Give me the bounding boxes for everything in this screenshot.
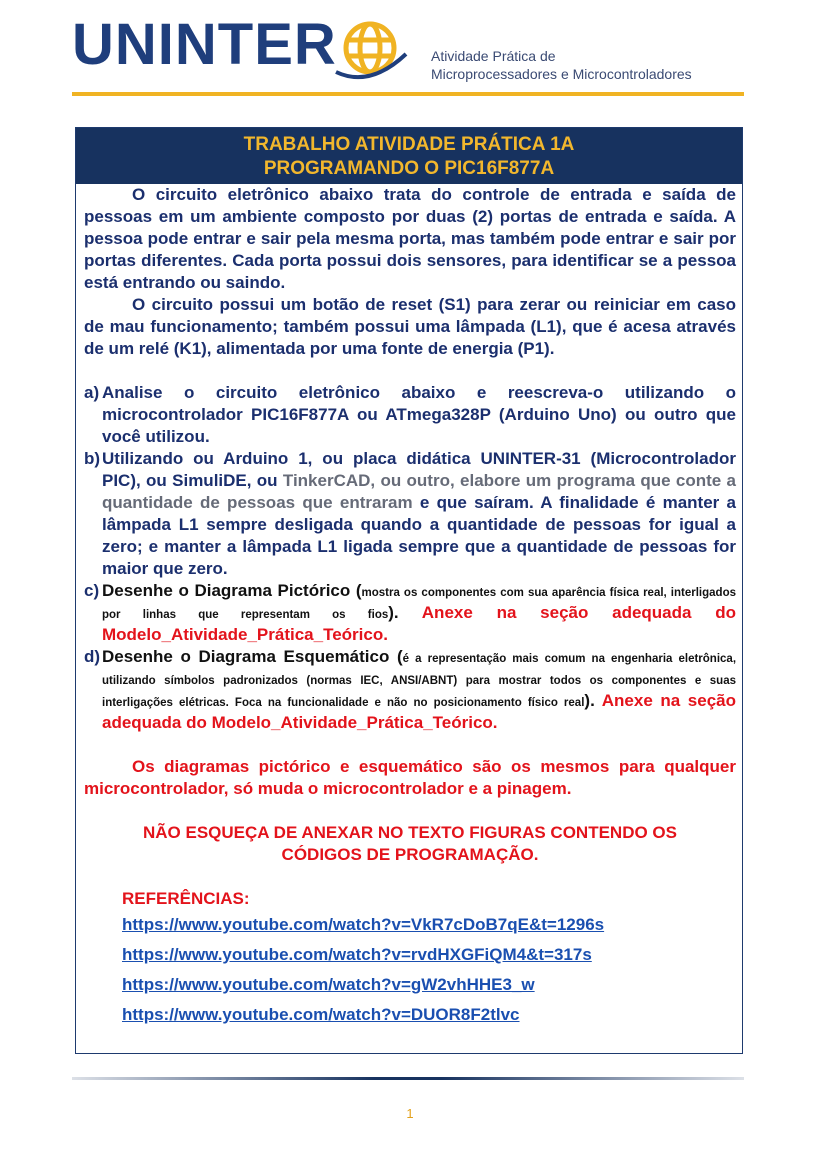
intro-paragraph-2: O circuito possui um botão de reset (S1) para zerar ou reiniciar em caso de mau funcionamento; também possui uma lâmpada (L1), que é acesa através de um relé (K1), alimentada por uma fonte de energia (P1). (84, 295, 736, 358)
header-subtitle-line2: Microprocessadores e Microcontroladores (431, 66, 692, 82)
reference-link-4[interactable]: https://www.youtube.com/watch?v=DUOR8F2tlvc (122, 1005, 520, 1024)
item-c-close: ). (388, 603, 399, 622)
item-a-text: Analise o circuito eletrônico abaixo e reescreva-o utilizando o microcontrolador PIC16F877A ou ATmega328P (Arduino Uno) ou outro que você utilizou. (102, 383, 736, 446)
item-c-annex: Anexe na seção adequada do Modelo_Atividade_Prática_Teórico. (102, 603, 737, 644)
item-d-annex: Anexe na seção adequada do Modelo_Atividade_Prática_Teórico. (102, 691, 737, 732)
diagrams-note: Os diagramas pictórico e esquemático são os mesmos para qualquer microcontrolador, só muda o microcontrolador e a pinagem. (84, 757, 736, 798)
activity-content (84, 184, 736, 1030)
reference-link-1[interactable]: https://www.youtube.com/watch?v=VkR7cDoB7qE&t=1296s (122, 915, 605, 934)
header-subtitle (431, 47, 692, 83)
item-d-heading: Desenhe o Diagrama Esquemático ( (102, 647, 403, 666)
header-subtitle-line1: Atividade Prática de (431, 48, 556, 64)
references-title: REFERÊNCIAS: (122, 889, 250, 908)
intro-paragraph-1: O circuito eletrônico abaixo trata do controle de entrada e saída de pessoas em um ambiente composto por duas (2) portas de entrada e saída. A pessoa pode entrar e sair pela mesma porta, mas também pode entrar e sair por portas diferentes. Cada porta possui dois sensores, para identificar se a pessoa está entrando ou saindo. (84, 185, 736, 292)
item-c-marker: c) (84, 581, 100, 600)
globe-logo-icon (330, 10, 410, 90)
item-d-note: é a representação mais comum na engenharia eletrônica, utilizando símbolos padronizados (normas IEC, ANSI/ABNT) para mostrar todos os componentes e suas interligações elétricas. Foca na funcionalidade e não no posicionamento físico real (102, 653, 737, 709)
item-b-text-part2: e que saíram. A finalidade é manter a lâmpada L1 sempre desligada quando a quantidade de pessoas for igual a zero; e manter a lâmpada L1 ligada sempre que a quantidade de pessoas for maior que zero. (102, 493, 736, 578)
warning-line2: CÓDIGOS DE PROGRAMAÇÃO. (281, 845, 539, 864)
warning-line1: NÃO ESQUEÇA DE ANEXAR NO TEXTO FIGURAS CONTENDO OS (143, 823, 677, 842)
item-a (84, 382, 736, 448)
item-b-text-gray: TinkerCAD, ou outro, elabore um programa que conte a quantidade de pessoas que entraram (102, 471, 736, 512)
header-divider (72, 92, 744, 96)
activity-frame (75, 127, 743, 1054)
item-b (84, 448, 736, 580)
title-line1: TRABALHO ATIVIDADE PRÁTICA 1A (243, 134, 575, 155)
item-d-marker: d) (84, 647, 101, 666)
reference-link-2[interactable]: https://www.youtube.com/watch?v=rvdHXGFiQM4&t=317s (122, 945, 592, 964)
title-line2: PROGRAMANDO O PIC16F877A (263, 158, 555, 179)
item-d (84, 646, 736, 734)
item-a-marker: a) (84, 383, 100, 402)
footer-divider (72, 1077, 744, 1080)
item-c (84, 580, 736, 646)
item-c-note: mostra os componentes com sua aparência física real, interligados por linhas que representam os fios (102, 587, 736, 621)
item-d-close: ). (584, 691, 595, 710)
title-band (76, 128, 742, 184)
references-section (84, 888, 736, 1030)
warning-text (84, 822, 736, 866)
item-b-text-part1: Utilizando ou Arduino 1, ou placa didática UNINTER-31 (Microcontrolador PIC), ou SimuliDE, ou (102, 449, 736, 490)
reference-link-3[interactable]: https://www.youtube.com/watch?v=gW2vhHHE3_w (122, 975, 535, 994)
page-number: 1 (406, 1106, 414, 1121)
uninter-logo-text: UNINTER (72, 12, 337, 77)
item-c-heading: Desenhe o Diagrama Pictórico ( (102, 581, 362, 600)
item-b-marker: b) (84, 449, 101, 468)
